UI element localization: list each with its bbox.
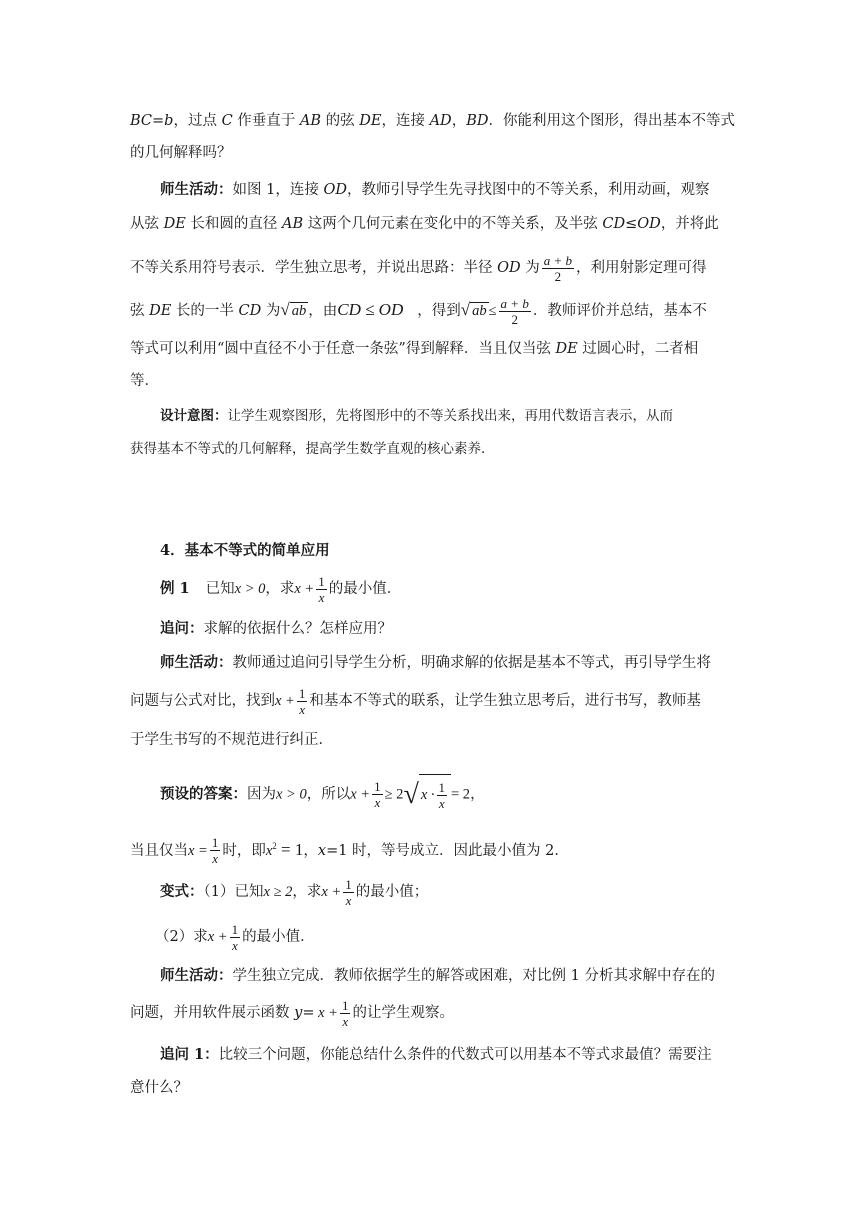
math-text: x + bbox=[294, 581, 315, 597]
body-text: 如图 1，连接 bbox=[232, 182, 324, 198]
body-text: ，得到 bbox=[417, 303, 461, 319]
fraction-denominator: x bbox=[374, 795, 381, 810]
radicand: ab bbox=[291, 303, 307, 319]
paragraph-line bbox=[160, 406, 673, 426]
body-text: =1 时，等号成立．因此最小值为 2． bbox=[326, 842, 569, 859]
section-label: 追问： bbox=[160, 620, 204, 637]
body-text: 比较三个问题，你能总结什么条件的代数式可以用基本不等式求最值？需要注 bbox=[218, 1047, 712, 1063]
math-text: x + bbox=[314, 1005, 338, 1021]
body-text: = bbox=[302, 1005, 315, 1021]
fraction-denominator: x bbox=[318, 589, 325, 605]
body-text: 时，即 bbox=[222, 842, 266, 859]
body-text: 因为 bbox=[247, 786, 276, 803]
math-text: CD bbox=[602, 216, 626, 232]
math-text: x + bbox=[275, 693, 295, 709]
body-text: 让学生观察图形，先将图形中的不等关系找出来，再用代数语言表示，从而 bbox=[227, 408, 673, 424]
fraction-numerator: 1 bbox=[211, 835, 219, 851]
fraction-denominator: x bbox=[345, 892, 352, 908]
radicand: ab bbox=[472, 303, 487, 319]
paragraph-line bbox=[130, 339, 698, 359]
paragraph-line bbox=[160, 571, 401, 607]
body-text: ，利用射影定理可得 bbox=[576, 260, 707, 276]
section-label: 变式： bbox=[160, 883, 204, 900]
paragraph-line bbox=[155, 919, 315, 955]
math-text: y bbox=[294, 1005, 303, 1021]
body-text: 的最小值； bbox=[355, 884, 429, 900]
math-text: OD bbox=[637, 216, 661, 232]
fraction bbox=[499, 296, 531, 327]
section-label: 预设的答案： bbox=[160, 785, 247, 803]
body-text: ，教师引导学生先寻找图中的不等关系，利用动画，观察 bbox=[346, 182, 710, 198]
fraction-denominator: x bbox=[299, 701, 305, 717]
body-text: ，由 bbox=[308, 303, 338, 319]
math-text: x + bbox=[350, 786, 371, 803]
paragraph-line bbox=[130, 214, 719, 234]
body-text: 长和圆的直径 bbox=[185, 216, 283, 232]
fraction bbox=[210, 835, 221, 866]
body-text: 当且仅当 bbox=[130, 842, 188, 859]
body-text: 过圆心时，二者相 bbox=[577, 341, 699, 357]
math-text: x + bbox=[321, 884, 342, 900]
math-text: DE bbox=[149, 303, 172, 319]
math-text: = 1 bbox=[276, 839, 304, 859]
fraction-denominator: 2 bbox=[554, 268, 562, 284]
body-text: 的弦 bbox=[321, 113, 360, 129]
fraction-numerator: 1 bbox=[298, 685, 306, 701]
math-text: x bbox=[265, 842, 273, 859]
fraction bbox=[542, 253, 574, 284]
body-text: ， bbox=[451, 113, 467, 129]
math-text: x > 0 bbox=[276, 786, 307, 803]
superscript: 2 bbox=[272, 841, 277, 851]
body-text: ，求 bbox=[265, 581, 295, 597]
body-text: 问题，并用软件展示函数 bbox=[130, 1005, 295, 1021]
math-text: OD bbox=[323, 182, 347, 198]
square-root: √ ab bbox=[460, 300, 487, 319]
math-text: AB bbox=[282, 216, 304, 232]
body-text: ，求 bbox=[292, 884, 322, 900]
paragraph-line bbox=[130, 111, 735, 131]
fraction bbox=[372, 779, 383, 810]
radicand: x · bbox=[420, 787, 435, 803]
paragraph-line bbox=[160, 180, 709, 200]
body-text: ，过点 bbox=[173, 113, 222, 129]
fraction-denominator: x bbox=[438, 795, 445, 811]
math-text: ≥ 2 bbox=[384, 786, 404, 803]
fraction-numerator: 1 bbox=[318, 573, 325, 589]
paragraph-line bbox=[130, 995, 454, 1031]
body-text: （1）已知 bbox=[203, 884, 264, 900]
math-text: AB bbox=[299, 113, 322, 129]
le-sign: ≤ bbox=[488, 303, 497, 319]
body-text: （2）求 bbox=[155, 929, 208, 945]
body-text: ，连接 bbox=[381, 113, 430, 129]
body-text: 求解的依据什么？怎样应用？ bbox=[203, 621, 392, 637]
body-text: 长的一半 bbox=[171, 303, 239, 319]
body-text: 为 bbox=[520, 260, 540, 276]
paragraph-line bbox=[130, 290, 707, 330]
paragraph-line: 等． bbox=[130, 373, 159, 389]
fraction-numerator: a + b bbox=[500, 295, 529, 311]
fraction-numerator: 1 bbox=[231, 921, 239, 937]
math-text: BC=b bbox=[130, 113, 174, 129]
body-text: 这两个几何元素在变化中的不等关系，及半弦 bbox=[303, 216, 603, 232]
body-text: ，并将此 bbox=[660, 216, 719, 232]
square-root: √ ab bbox=[280, 300, 307, 319]
section-heading: 4．基本不等式的简单应用 bbox=[160, 542, 330, 559]
body-text: 学生独立完成．教师依据学生的解答或困难，对比例 1 分析其求解中存在的 bbox=[232, 968, 715, 984]
section-label: 师生活动： bbox=[160, 181, 233, 198]
inequality: CD ≤ OD bbox=[337, 300, 404, 319]
body-text: 已知 bbox=[205, 581, 235, 597]
body-text: 从弦 bbox=[130, 216, 164, 232]
math-text: CD bbox=[238, 303, 262, 319]
math-text: x > 0 bbox=[234, 581, 266, 597]
math-text: BD bbox=[466, 113, 489, 129]
body-text: ， bbox=[470, 786, 485, 803]
paragraph-line bbox=[130, 248, 707, 288]
math-text: x = bbox=[188, 842, 208, 859]
math-text: = 2 bbox=[451, 786, 471, 803]
section-label: 追问 1： bbox=[160, 1046, 219, 1063]
paragraph-line bbox=[160, 774, 485, 814]
math-text: DE bbox=[555, 341, 578, 357]
fraction-denominator: 2 bbox=[511, 311, 518, 327]
fraction bbox=[297, 686, 308, 717]
body-text: ．你能利用这个图形，得出基本不等式 bbox=[488, 113, 735, 129]
body-text: ，所以 bbox=[306, 786, 351, 803]
fraction-numerator: 1 bbox=[374, 779, 381, 794]
body-text: 等式可以利用“圆中直径不小于任意一条弦”得到解释．当且仅当弦 bbox=[130, 341, 556, 357]
paragraph-line: 于学生书写的不规范进行纠正． bbox=[130, 732, 333, 748]
paragraph-line: 获得基本不等式的几何解释，提高学生数学直观的核心素养． bbox=[130, 441, 495, 457]
square-root: √ x · $\frac{1}{x}$ bbox=[403, 774, 451, 815]
paragraph-line bbox=[160, 966, 715, 986]
section-label: 设计意图： bbox=[160, 408, 228, 424]
fraction-numerator: 1 bbox=[345, 876, 352, 892]
paragraph-line: 的几何解释吗？ bbox=[130, 145, 232, 161]
body-text: 弦 bbox=[130, 303, 150, 319]
fraction-denominator: x bbox=[212, 851, 218, 867]
body-text: 为 bbox=[261, 303, 281, 319]
example-label: 例 1 bbox=[160, 580, 190, 597]
fraction bbox=[230, 922, 241, 953]
math-text: C bbox=[221, 113, 233, 129]
fraction bbox=[340, 998, 351, 1029]
body-text: 和基本不等式的联系，让学生独立思考后，进行书写，教师基 bbox=[309, 693, 701, 709]
paragraph-line bbox=[160, 874, 428, 910]
paragraph-line: 意什么？ bbox=[130, 1080, 188, 1096]
math-text: DE bbox=[163, 216, 186, 232]
fraction-numerator: 1 bbox=[438, 779, 445, 795]
math-text: x + bbox=[207, 929, 228, 945]
fraction bbox=[343, 877, 354, 908]
section-label: 师生活动： bbox=[160, 654, 233, 671]
paragraph-line bbox=[160, 653, 711, 673]
fraction-numerator: a + b bbox=[543, 252, 573, 268]
body-text: ≤ bbox=[625, 216, 638, 232]
fraction-numerator: 1 bbox=[341, 997, 349, 1013]
body-text: 作垂直于 bbox=[232, 113, 300, 129]
paragraph-line bbox=[160, 1045, 712, 1065]
body-text: 的最小值． bbox=[242, 929, 315, 945]
body-text: 教师通过追问引导学生分析，明确求解的依据是基本不等式，再引导学生将 bbox=[232, 655, 711, 671]
body-text: 不等关系用符号表示．学生独立思考，并说出思路：半径 bbox=[130, 260, 498, 276]
section-label: 师生活动： bbox=[160, 967, 233, 984]
fraction-denominator: x bbox=[231, 937, 238, 953]
fraction bbox=[437, 780, 448, 811]
body-text: 的最小值． bbox=[328, 581, 402, 597]
body-text: 问题与公式对比，找到 bbox=[130, 693, 275, 709]
paragraph-line bbox=[130, 826, 569, 866]
math-text: x ≥ 2 bbox=[263, 884, 293, 900]
math-text: OD bbox=[497, 260, 521, 276]
paragraph-line bbox=[130, 683, 701, 719]
math-text: DE bbox=[359, 113, 382, 129]
body-text: ， bbox=[303, 842, 318, 859]
fraction bbox=[316, 574, 327, 605]
paragraph-line bbox=[160, 619, 392, 639]
math-text: AD bbox=[429, 113, 452, 129]
math-text: x bbox=[317, 842, 327, 859]
fraction-denominator: x bbox=[342, 1013, 349, 1029]
body-text: 的让学生观察。 bbox=[352, 1005, 454, 1021]
body-text: ．教师评价并总结，基本不 bbox=[532, 303, 707, 319]
